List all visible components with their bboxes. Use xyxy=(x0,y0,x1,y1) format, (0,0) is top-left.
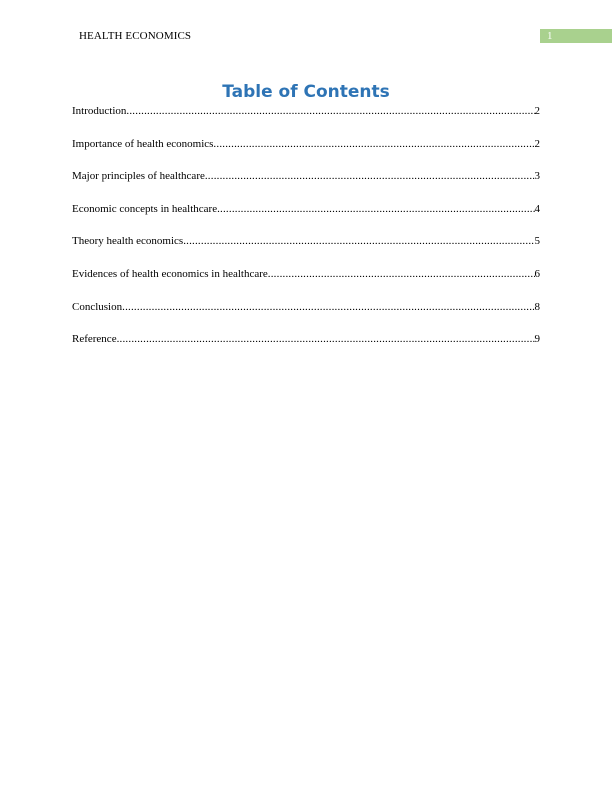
toc-dot-leader xyxy=(213,137,534,151)
toc-dot-leader xyxy=(217,202,534,216)
toc-entry-page: 2 xyxy=(534,137,540,150)
toc-dot-leader xyxy=(205,169,535,183)
toc-entry-major-principles-of-healthcare[interactable] xyxy=(72,169,540,202)
toc-entry-title: Economic concepts in healthcare xyxy=(72,202,218,215)
toc-dot-leader xyxy=(117,332,535,346)
toc-entry-reference[interactable] xyxy=(72,332,540,365)
toc-entry-page: 4 xyxy=(534,202,540,215)
page-number: 1 xyxy=(547,30,553,42)
toc-entry-importance-of-health-economics[interactable] xyxy=(72,137,540,170)
toc-list xyxy=(72,104,540,365)
toc-entry-conclusion[interactable] xyxy=(72,300,540,333)
toc-entry-economic-concepts-in-healthcare[interactable] xyxy=(72,202,540,235)
toc-entry-title: Introduction xyxy=(72,105,127,117)
toc-entry-page: 5 xyxy=(534,235,540,248)
toc-entry-title: Evidences of health economics in healthcare xyxy=(72,267,268,280)
page-number-badge xyxy=(540,29,612,43)
toc-entry-title: Major principles of healthcare xyxy=(72,170,205,183)
toc-entry-page: 3 xyxy=(534,170,540,183)
toc-dot-leader xyxy=(268,267,535,281)
toc-entry-introduction[interactable] xyxy=(72,104,540,137)
running-header-title: HEALTH ECONOMICS xyxy=(79,30,192,42)
toc-entry-title: Theory health economics xyxy=(72,235,184,248)
toc-entry-title: Conclusion xyxy=(72,300,123,313)
toc-heading: Table of Contents xyxy=(222,82,390,102)
toc-entry-page: 8 xyxy=(534,300,540,313)
toc-entry-title: Reference xyxy=(72,333,117,346)
toc-entry-page: 6 xyxy=(534,267,540,280)
toc-entry-title: Importance of health economics xyxy=(72,137,214,150)
toc-dot-leader xyxy=(183,234,534,248)
toc-entry-page: 2 xyxy=(534,105,540,117)
toc-entry-page: 9 xyxy=(534,333,540,346)
toc-dot-leader xyxy=(126,104,534,118)
toc-entry-evidences-of-health-economics[interactable] xyxy=(72,267,540,300)
toc-entry-theory-health-economics[interactable] xyxy=(72,234,540,267)
toc-dot-leader xyxy=(122,300,534,314)
